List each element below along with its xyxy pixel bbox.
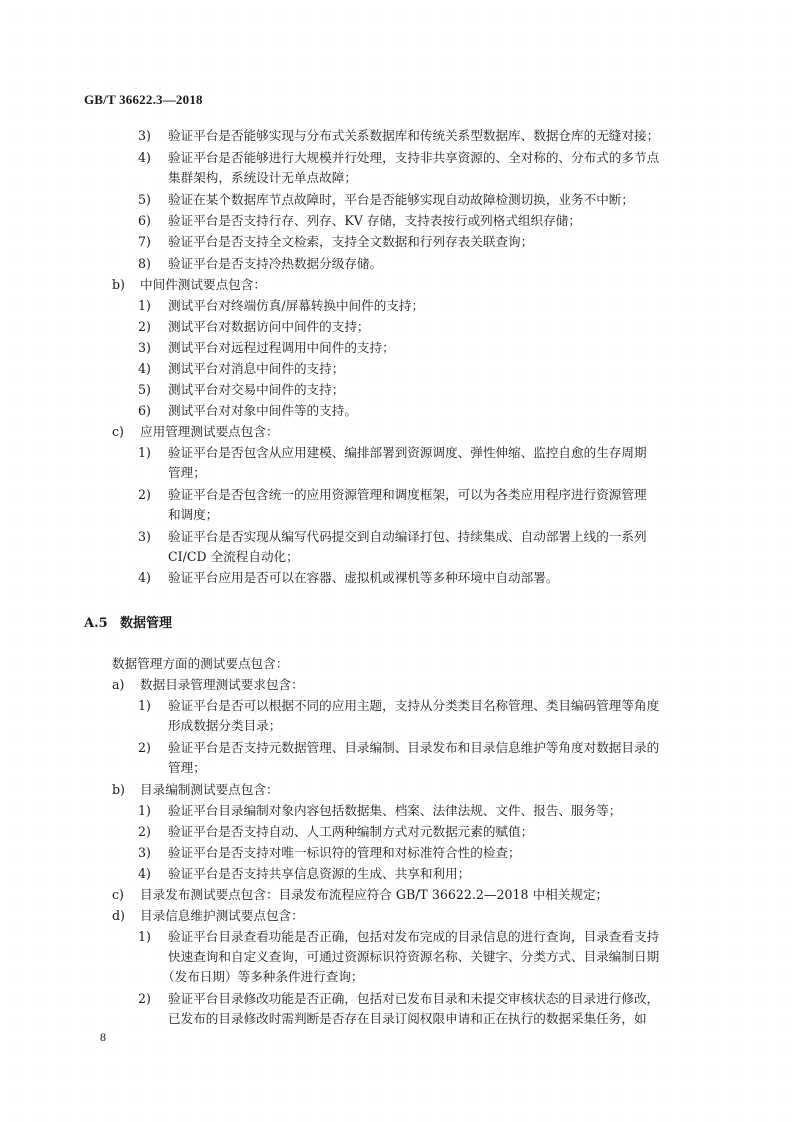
list-item	[138, 527, 647, 547]
list-item	[138, 211, 581, 231]
list-item	[138, 380, 345, 400]
list-item-continuation	[162, 967, 364, 987]
item-text: 和调度；	[168, 507, 219, 522]
list-item	[138, 317, 370, 337]
list-item	[138, 359, 345, 379]
list-item-continuation	[168, 547, 299, 567]
list-item	[138, 401, 357, 421]
item-text: 测试平台对对象中间件等的支持。	[168, 403, 357, 418]
item-number: 7)	[138, 234, 151, 249]
item-number: 2)	[138, 824, 151, 839]
item-number: d)	[112, 908, 125, 923]
item-text: 验证平台是否支持行存、列存、KV 存储，支持表按行或列格式组织存储；	[168, 213, 581, 228]
standard-code-header: GB/T 36622.3—2018	[84, 92, 203, 107]
list-item	[138, 989, 660, 1009]
list-item	[112, 906, 304, 926]
item-text: 验证平台是否支持对唯一标识符的管理和对标准符合性的检查；	[168, 845, 521, 860]
item-text: 测试平台对数据访问中间件的支持；	[168, 319, 370, 334]
item-text: 验证平台目录查看功能是否正确，包括对发布完成的目录信息的进行查询，目录查看支持	[168, 929, 660, 944]
list-item-continuation	[168, 947, 659, 967]
item-number: 2)	[138, 740, 151, 755]
item-text: 测试平台对消息中间件的支持；	[168, 361, 345, 376]
item-number: 4)	[138, 570, 151, 585]
item-text: 集群架构，系统设计无单点故障；	[168, 170, 357, 185]
list-item-continuation	[168, 505, 218, 525]
item-number: 5)	[138, 192, 151, 207]
item-text: 目录发布测试要点包含：目录发布流程应符合 GB/T 36622.2—2018 中相关规定；	[140, 887, 609, 902]
item-text: 验证平台应用是否可以在容器、虚拟机或裸机等多种环境中自动部署。	[168, 570, 559, 585]
list-item	[138, 738, 660, 758]
item-text: 验证平台是否支持全文检索，支持全文数据和行列存表关联查询；	[168, 234, 534, 249]
list-item	[138, 822, 534, 842]
item-text: 验证平台是否支持共享信息资源的生成、共享和利用；	[168, 866, 471, 881]
section-number: A.5	[84, 616, 108, 631]
item-number: c)	[112, 424, 124, 439]
item-text: 验证平台是否实现从编写代码提交到自动编译打包、持续集成、自动部署上线的一系列	[168, 529, 647, 544]
item-text: 管理；	[168, 465, 206, 480]
list-item	[112, 675, 304, 695]
section-heading	[84, 612, 172, 631]
list-item-continuation	[168, 168, 357, 188]
item-number: 4)	[138, 150, 151, 165]
item-text: 验证平台是否能够进行大规模并行处理，支持非共享资源的、全对称的、分布式的多节点	[168, 150, 660, 165]
item-number: 3)	[138, 340, 151, 355]
paragraph	[112, 654, 288, 674]
item-text: 形成数据分类目录；	[168, 718, 282, 733]
item-number: b)	[112, 782, 125, 797]
item-number: c)	[112, 887, 124, 902]
item-number: a)	[112, 677, 125, 692]
list-item	[138, 568, 559, 588]
list-item-continuation	[168, 758, 206, 778]
list-item	[112, 885, 609, 905]
list-item	[138, 927, 660, 947]
item-text: 验证平台是否包含统一的应用资源管理和调度框架，可以为各类应用程序进行资源管理	[168, 487, 647, 502]
item-text: 中间件测试要点包含：	[140, 277, 266, 292]
list-item	[138, 843, 521, 863]
item-text: 应用管理测试要点包含：	[140, 424, 279, 439]
item-number: 3)	[138, 529, 151, 544]
item-number: b)	[112, 277, 125, 292]
item-number: 6)	[138, 213, 151, 228]
item-text: 验证平台是否支持冷热数据分级存储。	[168, 256, 383, 271]
list-item	[112, 422, 279, 442]
item-number: 5)	[138, 382, 151, 397]
item-text: 验证平台目录编制对象内容包括数据集、档案、法律法规、文件、报告、服务等；	[168, 803, 622, 818]
list-item-continuation	[168, 716, 281, 736]
item-text: 已发布的目录修改时需判断是否存在目录订阅权限申请和正在执行的数据采集任务，如	[168, 1011, 647, 1026]
list-item	[138, 190, 634, 210]
item-text: 验证平台是否支持自动、人工两种编制方式对元数据元素的赋值；	[168, 824, 534, 839]
list-item	[112, 780, 279, 800]
item-text: 管理；	[168, 760, 206, 775]
paragraph-text: 数据管理方面的测试要点包含：	[112, 656, 289, 671]
item-text: 目录信息维护测试要点包含：	[140, 908, 304, 923]
list-item-continuation	[168, 463, 206, 483]
list-item	[138, 801, 622, 821]
item-text: 验证在某个数据库节点故障时，平台是否能够实现自动故障检测切换，业务不中断；	[168, 192, 634, 207]
item-number: 4)	[138, 866, 151, 881]
item-text: （发布日期）等多种条件进行查询；	[162, 969, 364, 984]
list-item	[138, 485, 647, 505]
item-number: 3)	[138, 845, 151, 860]
list-item	[138, 126, 660, 146]
item-number: 1)	[138, 698, 151, 713]
list-item	[138, 864, 471, 884]
item-text: 验证平台是否可以根据不同的应用主题，支持从分类类目名称管理、类目编码管理等角度	[168, 698, 660, 713]
item-text: 测试平台对终端仿真/屏幕转换中间件的支持；	[168, 298, 425, 313]
item-number: 3)	[138, 128, 151, 143]
item-number: 1)	[138, 298, 151, 313]
item-text: 验证平台是否支持元数据管理、目录编制、目录发布和目录信息维护等角度对数据目录的	[168, 740, 660, 755]
item-text: 测试平台对远程过程调用中间件的支持；	[168, 340, 395, 355]
list-item	[138, 296, 425, 316]
list-item	[138, 148, 660, 168]
item-text: 目录编制测试要点包含：	[140, 782, 279, 797]
list-item	[138, 338, 395, 358]
item-text: 数据目录管理测试要求包含：	[140, 677, 304, 692]
item-number: 4)	[138, 361, 151, 376]
item-text: 验证平台是否能够实现与分布式关系数据库和传统关系型数据库、数据仓库的无缝对接；	[168, 128, 660, 143]
list-item	[138, 232, 534, 252]
list-item	[138, 696, 660, 716]
item-number: 2)	[138, 319, 151, 334]
page-number: 8	[100, 1030, 106, 1044]
item-number: 1)	[138, 929, 151, 944]
item-text: 快速查询和自定义查询，可通过资源标识符资源名称、关键字、分类方式、目录编制日期	[168, 949, 660, 964]
item-number: 2)	[138, 487, 151, 502]
item-text: 测试平台对交易中间件的支持；	[168, 382, 345, 397]
section-title: 数据管理	[120, 616, 173, 631]
list-item	[112, 275, 266, 295]
item-text: CI/CD 全流程自动化；	[168, 549, 299, 564]
item-number: 2)	[138, 991, 151, 1006]
list-item-continuation	[168, 1009, 647, 1029]
item-number: 8)	[138, 256, 151, 271]
item-number: 1)	[138, 445, 151, 460]
item-text: 验证平台是否包含从应用建模、编排部署到资源调度、弹性伸缩、监控自愈的生存周期	[168, 445, 647, 460]
list-item	[138, 443, 647, 463]
list-item	[138, 254, 383, 274]
item-number: 6)	[138, 403, 151, 418]
item-number: 1)	[138, 803, 151, 818]
item-text: 验证平台目录修改功能是否正确，包括对已发布目录和未提交审核状态的目录进行修改，	[168, 991, 660, 1006]
